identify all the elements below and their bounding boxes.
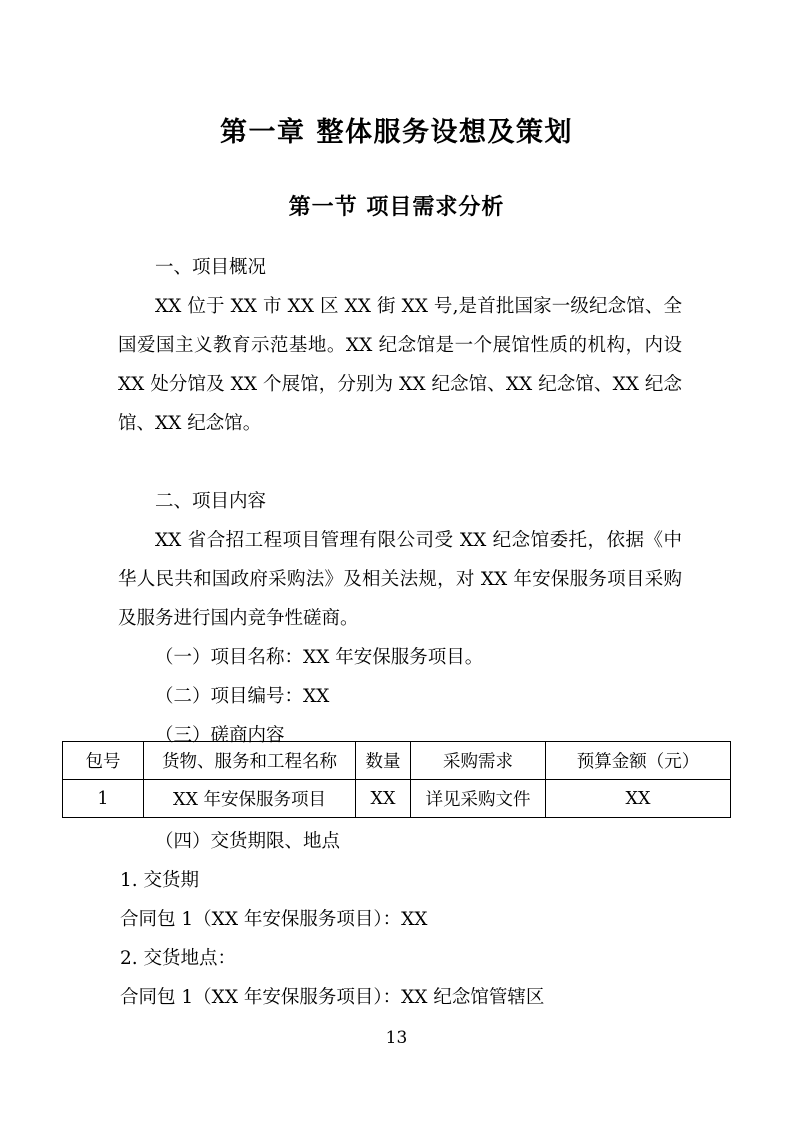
section-title: 第一节 项目需求分析 (288, 195, 505, 221)
table-header-cell: 包号 (63, 742, 144, 780)
item-delivery-location-label: 2. 交货地点： (120, 948, 237, 969)
table-header-cell: 数量 (356, 742, 411, 780)
table-cell: XX 年安保服务项目 (144, 780, 356, 818)
item-project-name: （一）项目名称：XX 年安保服务项目。 (155, 647, 484, 668)
body-text-upper (118, 248, 682, 755)
paragraph-project-overview: XX 位于 XX 市 XX 区 XX 街 XX 号,是首批国家一级纪念馆、全国爱国主义教育示范基地。XX 纪念馆是一个展馆性质的机构，内设 XX 处分馆及 XX 个展馆，分别为 XX 纪念馆、XX 纪念馆、XX 纪念馆、XX 纪念馆。 (118, 296, 682, 434)
paragraph-project-content: XX 省合招工程项目管理有限公司受 XX 纪念馆委托，依据《中华人民共和国政府采购法》及相关法规，对 XX 年安保服务项目采购及服务进行国内竞争性磋商。 (118, 530, 682, 629)
table-header-cell: 货物、服务和工程名称 (144, 742, 356, 780)
table-cell: 1 (63, 780, 144, 818)
table-cell: XX (356, 780, 411, 818)
item-delivery-terms: （四）交货期限、地点 (155, 831, 341, 852)
table-row (63, 780, 731, 818)
body-text-lower (118, 822, 682, 1017)
table-header-row (63, 742, 731, 780)
table-header-cell: 采购需求 (411, 742, 546, 780)
heading-project-content: 二、项目内容 (155, 491, 267, 512)
item-delivery-period-value: 合同包 1（XX 年安保服务项目）：XX (120, 909, 428, 930)
negotiation-content-table (62, 741, 731, 818)
heading-project-overview: 一、项目概况 (155, 257, 267, 278)
table-header-cell: 预算金额（元） (546, 742, 731, 780)
table-cell: 详见采购文件 (411, 780, 546, 818)
item-project-number: （二）项目编号：XX (155, 686, 330, 707)
item-delivery-period-label: 1. 交货期 (120, 870, 200, 891)
table-cell: XX (546, 780, 731, 818)
item-negotiation-content: （三）磋商内容 (155, 725, 285, 746)
page-number: 13 (385, 1028, 408, 1048)
item-delivery-location-value: 合同包 1（XX 年安保服务项目）：XX 纪念馆管辖区 (120, 987, 545, 1008)
chapter-title: 第一章 整体服务设想及策划 (220, 117, 573, 149)
